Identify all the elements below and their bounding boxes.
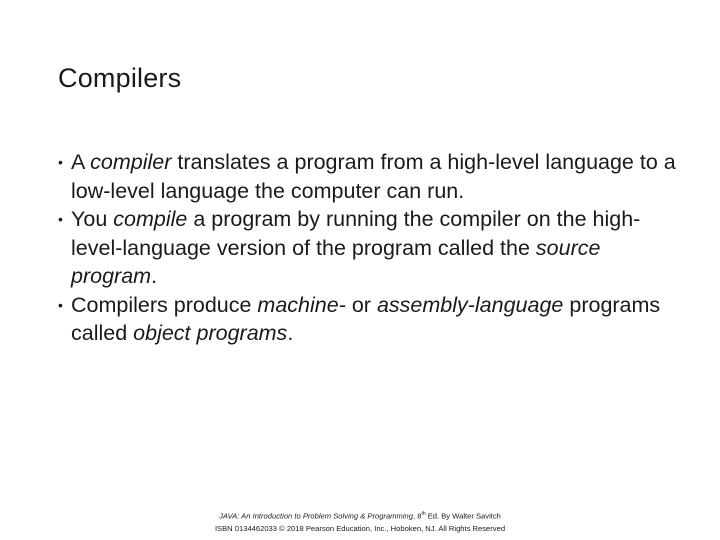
bullet-text: programs called xyxy=(71,292,661,345)
bullet-emphasis-text: object programs xyxy=(133,321,288,345)
footer-edition-rest: Ed. By Walter Savitch xyxy=(425,511,501,521)
bullet-emphasis-text: source program xyxy=(71,235,601,288)
bullet-text: A xyxy=(71,150,91,174)
bullet-text: translates a program from a high-level language to a low-level language the computer can run. xyxy=(71,150,676,203)
bullet-text: . xyxy=(151,264,158,288)
bullet-list xyxy=(58,148,678,348)
footer-line-1: JAVA: An Introduction to Problem Solving & Programming, 8th Ed. By Walter Savitch xyxy=(219,511,501,521)
bullet-emphasis-text: compiler xyxy=(90,150,172,174)
bullet-dot-icon: • xyxy=(58,296,63,313)
bullet-text: You xyxy=(71,207,114,231)
bullet-item xyxy=(58,148,678,205)
bullet-emphasis-text: compile xyxy=(113,207,188,231)
footer-edition-number: 8 xyxy=(417,511,422,521)
bullet-dot-icon: • xyxy=(58,154,63,170)
bullet-text: Compilers produce xyxy=(71,292,258,317)
slide-footer xyxy=(0,508,720,535)
bullet-text: or xyxy=(345,292,377,317)
bullet-dot-icon: • xyxy=(58,211,63,227)
bullet-item xyxy=(58,291,678,348)
slide-title: Compilers xyxy=(58,63,182,93)
bullet-emphasis-text: machine- xyxy=(257,292,346,317)
bullet-text: a program by running the compiler on the high-level-language version of the program called the xyxy=(71,207,641,260)
bullet-item xyxy=(58,205,678,291)
footer-book-title: JAVA: An Introduction to Problem Solving & Programming xyxy=(219,511,413,521)
footer-edition-suffix: th xyxy=(421,511,426,517)
bullet-emphasis-text: assembly-language xyxy=(376,292,564,317)
bullet-text: . xyxy=(287,321,294,345)
footer-line-2: ISBN 0134462033 © 2018 Pearson Education, Inc., Hoboken, NJ. All Rights Reserved xyxy=(214,523,506,533)
